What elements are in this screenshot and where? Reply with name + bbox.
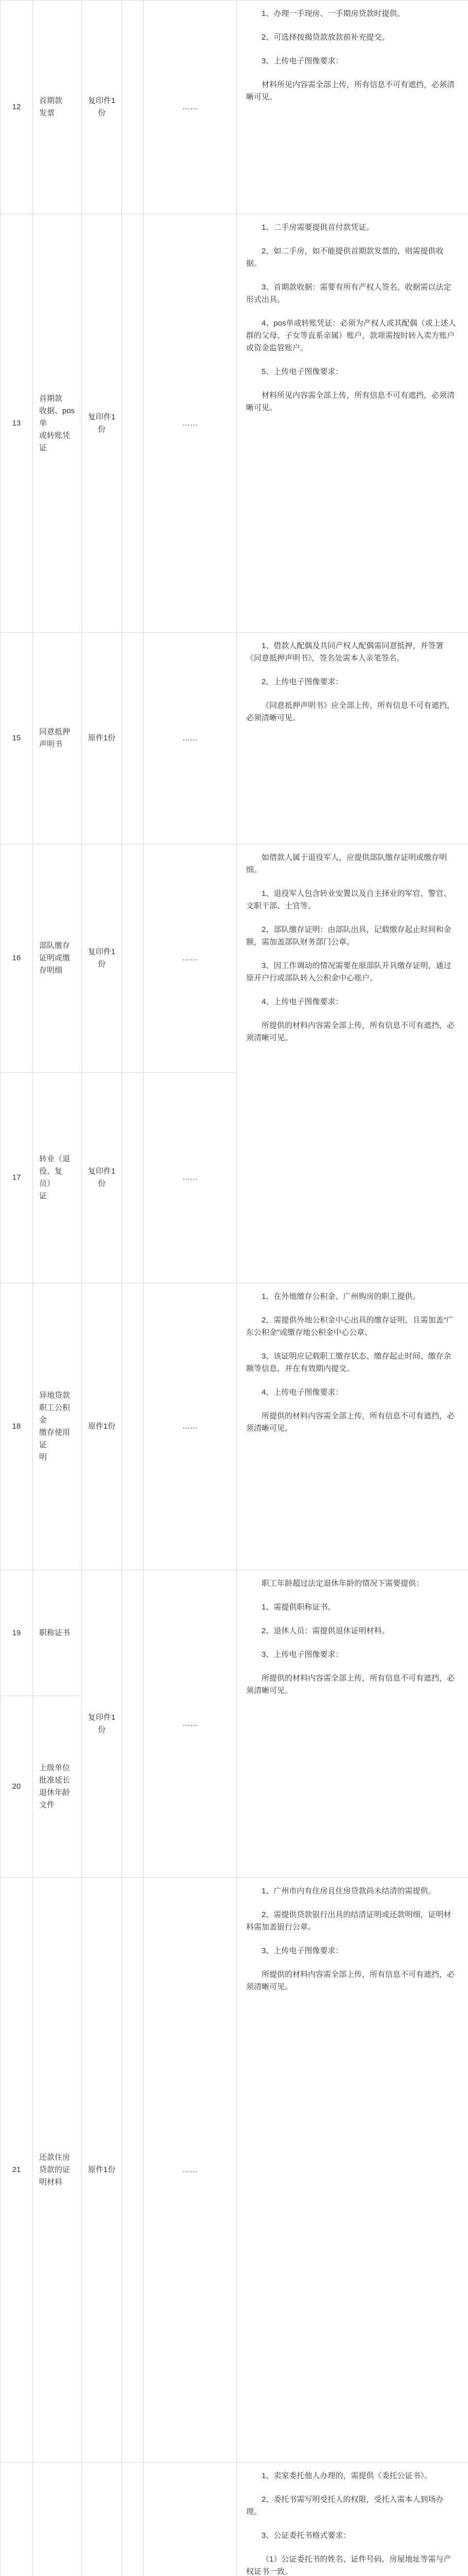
requirement-item: 职工年龄超过法定退休年龄的情况下需要提供： — [262, 1579, 424, 1588]
requirement-item: 2、需提供贷款银行出具的结清证明或还款明细，证明材料需加盖银行公章。 — [246, 1910, 452, 1932]
row-number: 19 — [1, 1570, 33, 1696]
requirement-item: 1、退役军人包含转业安置以及自主择业的军官、警官、文职干部、士官等。 — [246, 889, 452, 911]
ellipsis-cell — [144, 2463, 237, 2576]
requirements-list — [246, 640, 459, 724]
requirement-item: 3、上传电子图像要求： — [262, 1946, 343, 1956]
requirement-item: 1、办理一手现房、一手期房贷款时提供。 — [262, 9, 405, 18]
blank-cell — [122, 844, 144, 1073]
material-name: 职称证书 — [33, 1570, 82, 1696]
material-type: 复印件1份 — [82, 1, 122, 214]
requirement-item: 3、公证委托书格式要求： — [262, 2531, 351, 2540]
requirement-item: 2、部队缴存证明：由部队出具，记载缴存起止时间和金额，需加盖部队财务部门公章。 — [246, 925, 452, 947]
requirement-item: 所提供的材料内容需全部上传，所有信息不可有遮挡，必须清晰可见。 — [246, 1674, 455, 1696]
row-number: 17 — [1, 1073, 33, 1283]
requirements-list — [246, 1291, 459, 1435]
requirements-cell — [237, 844, 468, 1283]
requirement-item: 所提供的材料内容需全部上传，所有信息不可有遮挡，必须清晰可见。 — [246, 1970, 455, 1992]
material-type: 复印件1份 — [82, 1073, 122, 1283]
material-name: 同意抵押 声明书 — [33, 632, 82, 844]
requirement-item: 4、上传电子图像要求： — [262, 1388, 343, 1397]
requirement-item: 3、上传电子图像要求： — [262, 1650, 343, 1659]
requirement-item: 3、首期款收据：需要有所有产权人签名，收据需以法定形式出具。 — [246, 283, 452, 304]
table-row — [1, 1878, 468, 2463]
ellipsis-cell: …… — [144, 632, 237, 844]
requirement-item: 3、因工作调动的情况需要在原部队开具缴存证明，通过原开户行或部队转入公积金中心账户。 — [246, 961, 452, 983]
table-row — [1, 214, 468, 633]
row-number — [1, 2463, 33, 2576]
row-number: 12 — [1, 1, 33, 214]
ellipsis-cell: …… — [144, 844, 237, 1073]
material-type: 复印件1份 — [82, 214, 122, 633]
blank-cell — [122, 1283, 144, 1570]
requirements-cell — [237, 1570, 468, 1878]
requirements-cell — [237, 214, 468, 633]
requirement-item: 3、该证明应记载职工缴存状态、缴存起止时间、缴存余额等信息，并在有效期内提交。 — [246, 1352, 452, 1374]
row-number: 21 — [1, 1878, 33, 2463]
requirement-item: 2、需提供外地公积金中心出具的缴存证明，且需加盖“广东公积金”或缴存地公积金中心公章。 — [246, 1316, 454, 1337]
material-type: 原件1份 — [82, 1283, 122, 1570]
requirements-list — [246, 8, 459, 104]
table-row — [1, 2463, 468, 2576]
requirements-list — [246, 852, 459, 1044]
material-name: 异地贷款 职工公积金 缴存使用证 明 — [33, 1283, 82, 1570]
requirement-item: 1、二手房需要提供首付款凭证。 — [262, 223, 374, 232]
table-row — [1, 844, 468, 1073]
material-name — [33, 2463, 82, 2576]
requirement-item: 材料所见内容需全部上传，所有信息不可有遮挡，必须清晰可见。 — [246, 391, 455, 413]
requirement-item: 2、如二手房，如不能提供首期款发票的，则需提供收据。 — [246, 247, 444, 268]
requirement-item: （1）公证委托书的姓名、证件号码、房屋地址等需与产权证书一致。 — [246, 2555, 452, 2576]
requirement-item: 《同意抵押声明书》应全部上传，所有信息不可有遮挡，必须清晰可见。 — [246, 701, 455, 722]
row-number: 16 — [1, 844, 33, 1073]
ellipsis-cell: …… — [144, 1073, 237, 1283]
ellipsis-cell: …… — [144, 1878, 237, 2463]
material-name: 首期款 收据、pos单 或转账凭证 — [33, 214, 82, 633]
blank-cell — [122, 1, 144, 214]
requirement-item: 1、在外地缴存公积金、广州购房的职工提供。 — [262, 1292, 421, 1301]
blank-cell — [122, 1073, 144, 1283]
requirement-item: 材料所见内容需全部上传，所有信息不可有遮挡，必须清晰可见。 — [246, 80, 455, 101]
table-row — [1, 1, 468, 214]
requirement-item: 如借款人属于退役军人，应提供部队缴存证明或缴存明细。 — [246, 853, 447, 875]
requirement-item: 2、可选择按揭贷款放款前补充提交。 — [262, 33, 390, 42]
material-type: 复印件1份 — [82, 844, 122, 1073]
requirement-item: 4、上传电子图像要求： — [262, 997, 343, 1007]
table-row — [1, 1283, 468, 1570]
requirement-item: 1、需提供职称证书。 — [262, 1603, 336, 1612]
requirement-item: 5、上传电子图像要求： — [262, 367, 343, 377]
material-name: 部队缴存 证明或缴 存明细 — [33, 844, 82, 1073]
row-number: 20 — [1, 1696, 33, 1878]
material-name: 上级单位 批准延长 退休年龄 文件 — [33, 1696, 82, 1878]
blank-cell — [122, 1878, 144, 2463]
requirements-cell — [237, 1283, 468, 1570]
requirements-cell — [237, 632, 468, 844]
blank-cell — [122, 1570, 144, 1878]
ellipsis-cell: …… — [144, 1, 237, 214]
row-number: 15 — [1, 632, 33, 844]
requirement-item: 2、委托书需写明受托人的权限，受托人需本人到场办理。 — [246, 2495, 444, 2517]
requirements-cell — [237, 1, 468, 214]
row-number: 18 — [1, 1283, 33, 1570]
material-name: 首期款 发票 — [33, 1, 82, 214]
material-type: 原件1份 — [82, 1878, 122, 2463]
requirement-item: 所提供的材料内容需全部上传，所有信息不可有遮挡，必须清晰可见。 — [246, 1021, 455, 1043]
row-number: 13 — [1, 214, 33, 633]
table-row — [1, 632, 468, 844]
material-type: 原件1份 — [82, 632, 122, 844]
requirement-item: 2、上传电子图像要求： — [262, 677, 343, 686]
requirement-item: 1、广州市内有住房且住房贷款尚未结清的需提供。 — [262, 1887, 436, 1896]
requirement-item: 1、卖家委托他人办理的，需提供《委托公证书》。 — [262, 2471, 432, 2481]
material-name: 转业（退 役、复员） 证 — [33, 1073, 82, 1283]
requirement-item: 3、上传电子图像要求： — [262, 57, 343, 65]
requirements-list — [246, 1885, 459, 1993]
requirements-cell — [237, 1878, 468, 2463]
requirements-list — [246, 222, 459, 414]
ellipsis-cell: …… — [144, 1283, 237, 1570]
requirement-item: 1、借款人配偶及共同产权人配偶需同意抵押，并签署《同意抵押声明书》，签名处需本人亲笔签名。 — [246, 641, 444, 663]
blank-cell — [122, 214, 144, 633]
requirements-list — [246, 2470, 459, 2576]
ellipsis-cell: …… — [144, 1570, 237, 1878]
table-row — [1, 1570, 468, 1696]
requirement-item: 所提供的材料内容需全部上传，所有信息不可有遮挡，必须清晰可见。 — [246, 1412, 455, 1433]
material-name: 还款住房 贷款的证 明材料 — [33, 1878, 82, 2463]
requirements-list — [246, 1578, 459, 1697]
requirements-cell — [237, 2463, 468, 2576]
requirement-item: 2、退休人员：需提供退休证明材料。 — [262, 1626, 390, 1636]
blank-cell — [122, 632, 144, 844]
ellipsis-cell: …… — [144, 214, 237, 633]
material-type — [82, 2463, 122, 2576]
blank-cell — [122, 2463, 144, 2576]
requirement-item: 4、pos单或转账凭证：必须为产权人或其配偶（或上述人群的父母、子女等直系亲属）账户，款项需按时转入卖方账户或资金监管账户。 — [246, 319, 456, 353]
material-type: 复印件1份 — [82, 1570, 122, 1878]
